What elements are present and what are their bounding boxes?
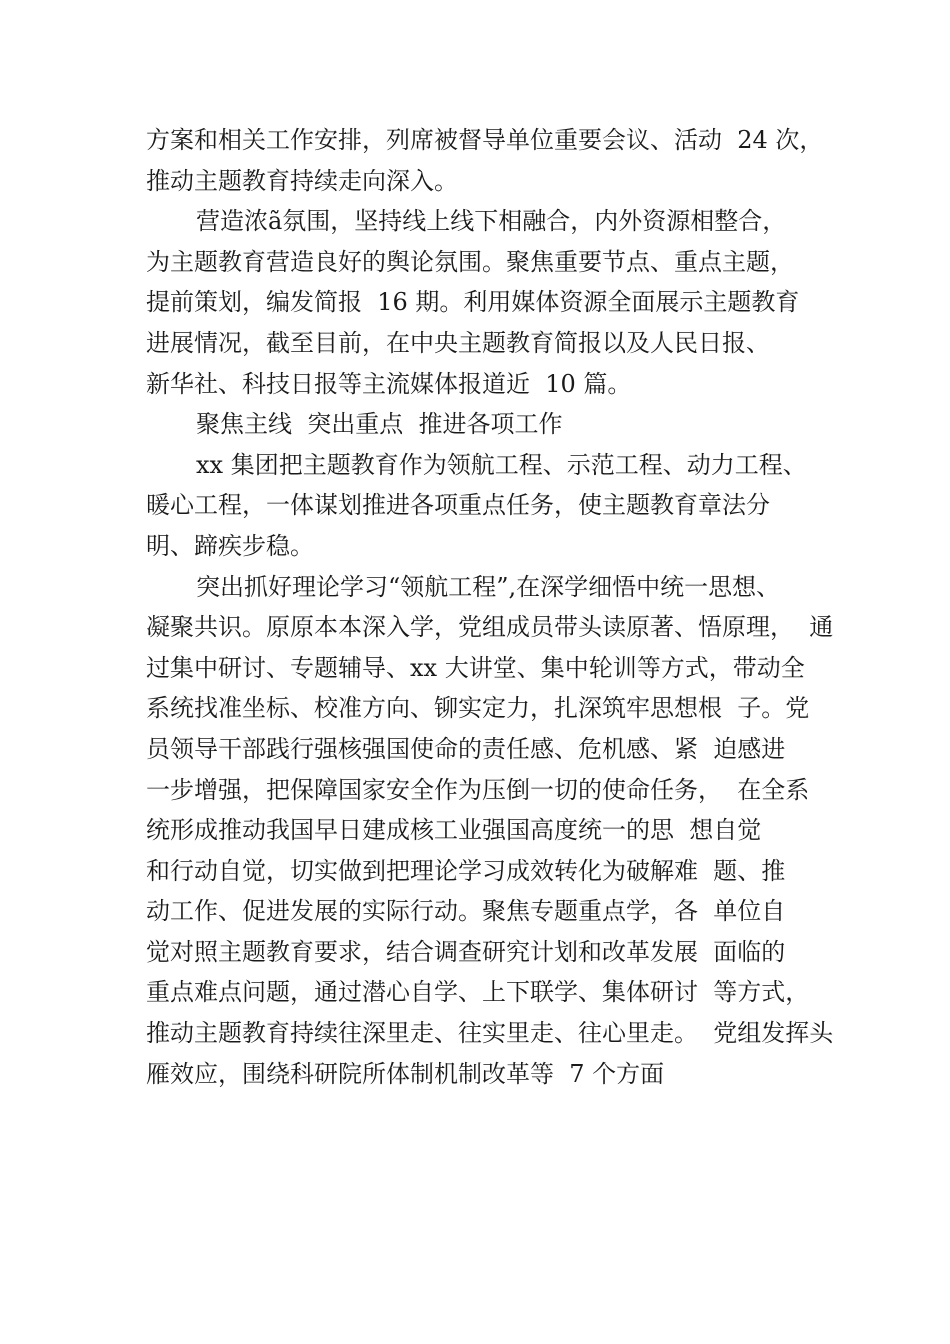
text-line: 推动主题教育持续走向深入。 xyxy=(146,166,458,195)
text-line: 过集中研讨、专题辅导、xx 大讲堂、集中轮训等方式，带动全 xyxy=(146,653,805,682)
text-line: 凝聚共识。原原本本深入学，党组成员带头读原著、悟原理， 通 xyxy=(146,613,834,642)
text-line: 提前策划，编发简报 16 期。利用媒体资源全面展示主题教育 xyxy=(146,288,800,317)
text-line: 和行动自觉，切实做到把理论学习成效转化为破解难 题、推 xyxy=(146,856,786,885)
text-line: 明、蹄疾步稳。 xyxy=(146,531,314,560)
text-line: 员领导干部践行强核强国使命的责任感、危机感、紧 迫感进 xyxy=(146,734,786,763)
text-line: 新华社、科技日报等主流媒体报道近 10 篇。 xyxy=(146,369,632,398)
text-line: 突出抓好理论学习“领航工程”,在深学细悟中统一思想、 xyxy=(196,572,781,601)
text-line: xx 集团把主题教育作为领航工程、示范工程、动力工程、 xyxy=(196,450,807,479)
body-text xyxy=(146,120,846,1094)
text-line: 一步增强，把保障国家安全作为压倒一切的使命任务， 在全系 xyxy=(146,775,810,804)
text-line: 觉对照主题教育要求，结合调查研究计划和改革发展 面临的 xyxy=(146,937,786,966)
text-line: 推动主题教育持续往深里走、往实里走、往心里走。 党组发挥头 xyxy=(146,1019,834,1048)
text-line: 方案和相关工作安排，列席被督导单位重要会议、活动 24 次， xyxy=(146,126,824,154)
text-line: 重点难点问题，通过潜心自学、上下联学、集体研讨 等方式， xyxy=(146,978,810,1007)
text-line: 为主题教育营造良好的舆论氛围。聚焦重要节点、重点主题， xyxy=(146,247,794,276)
text-line: 营造浓ã氛围，坚持线上线下相融合，内外资源相整合， xyxy=(196,207,787,236)
text-line: 进展情况，截至目前，在中央主题教育简报以及人民日报、 xyxy=(146,328,770,357)
text-line: 系统找准坐标、校准方向、铆实定力，扎深筑牢思想根 子。党 xyxy=(146,694,810,723)
text-line: 统形成推动我国早日建成核工业强国高度统一的思 想自觉 xyxy=(146,816,762,845)
text-line: 暖心工程，一体谋划推进各项重点任务，使主题教育章法分 xyxy=(146,491,770,520)
text-line: 雁效应，围绕科研院所体制机制改革等 7 个方面 xyxy=(146,1059,665,1088)
text-line: 动工作、促进发展的实际行动。聚焦专题重点学，各 单位自 xyxy=(146,897,786,926)
text-line: 聚焦主线 突出重点 推进各项工作 xyxy=(196,410,563,439)
